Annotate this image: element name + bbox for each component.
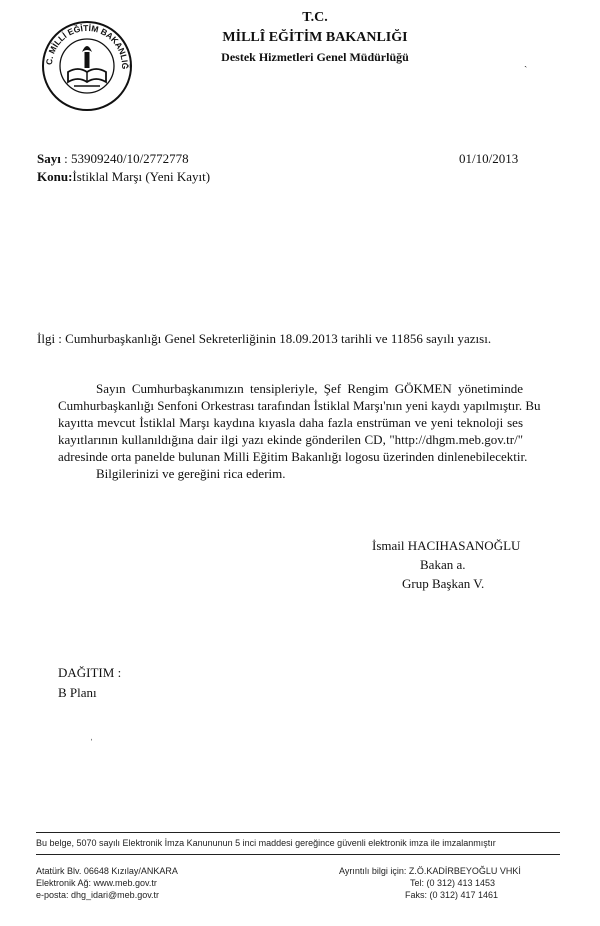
ministry-logo xyxy=(38,14,136,112)
body-line-1: Sayın Cumhurbaşkanımızın tensipleriyle, Şef Rengim GÖKMEN yönetiminde xyxy=(96,381,523,396)
body-line-4: kayıtlarının kullanıldığına dair ilgi yazı ekinde gönderilen CD, "http://dhgm.meb.gov.tr/" xyxy=(58,432,523,447)
footer-address: Atatürk Blv. 06648 Kızılay/ANKARA xyxy=(36,866,178,876)
body-line-2: Cumhurbaşkanlığı Senfoni Orkestrası tarafından İstiklal Marşı'nın yeni kaydı yapılmıştır. Bu xyxy=(58,398,541,413)
e-signature-notice: Bu belge, 5070 sayılı Elektronik İmza Kanununun 5 inci maddesi gereğince güvenli elektronik imza ile imzalanmıştır xyxy=(36,838,496,848)
stray-mark: ˈ xyxy=(90,738,94,749)
body-closing: Bilgilerinizi ve gereğini rica ederim. xyxy=(96,466,286,481)
signatory-name: İsmail HACIHASANOĞLU xyxy=(372,538,521,553)
header-tc: T.C. xyxy=(302,10,328,25)
konu-value: İstiklal Marşı (Yeni Kayıt) xyxy=(72,169,211,184)
ministry-seal-icon xyxy=(38,14,136,112)
footer-divider-top xyxy=(36,832,560,833)
footer-fax: Faks: (0 312) 417 1461 xyxy=(405,890,499,900)
signatory-title: Grup Başkan V. xyxy=(402,576,485,591)
reference-line: İlgi : Cumhurbaşkanlığı Genel Sekreterliğinin 18.09.2013 tarihli ve 11856 sayılı yazısı. xyxy=(37,331,492,346)
body-line-3: kayıtta mevcut İstiklal Marşı kaydına kıyasla daha fazla enstrüman ve yeni teknoloji ses xyxy=(58,415,523,430)
konu-label: Konu: xyxy=(37,169,73,184)
distribution-item: B Planı xyxy=(58,685,97,700)
body-line-5: adresinde orta panelde bulunan Milli Eğitim Bakanlığı logosu üzerinden dinlenebilecektir. xyxy=(58,449,528,464)
footer-contact: Ayrıntılı bilgi için: Z.Ö.KADİRBEYOĞLU VHKİ xyxy=(339,866,521,876)
sayi-label: Sayı xyxy=(37,151,61,166)
sayi-value: : 53909240/10/2772778 xyxy=(60,151,189,166)
document-subject xyxy=(37,169,210,185)
logo-arc-text: C. MİLLİ EĞİTİM BAKANLIĞ xyxy=(43,22,131,70)
footer-email: e-posta: dhg_idari@meb.gov.tr xyxy=(36,890,160,900)
document-date: 01/10/2013 xyxy=(459,151,519,166)
distribution-label: DAĞITIM : xyxy=(58,665,122,680)
header-department: Destek Hizmetleri Genel Müdürlüğü xyxy=(221,50,409,64)
stray-mark: ˏ xyxy=(524,57,528,68)
footer-divider-bottom xyxy=(36,854,560,855)
signatory-role: Bakan a. xyxy=(420,557,466,572)
header-ministry: MİLLÎ EĞİTİM BAKANLIĞI xyxy=(222,30,408,45)
footer-phone: Tel: (0 312) 413 1453 xyxy=(410,878,496,888)
footer-website: Elektronik Ağ: www.meb.gov.tr xyxy=(36,878,157,888)
document-number xyxy=(37,151,189,167)
